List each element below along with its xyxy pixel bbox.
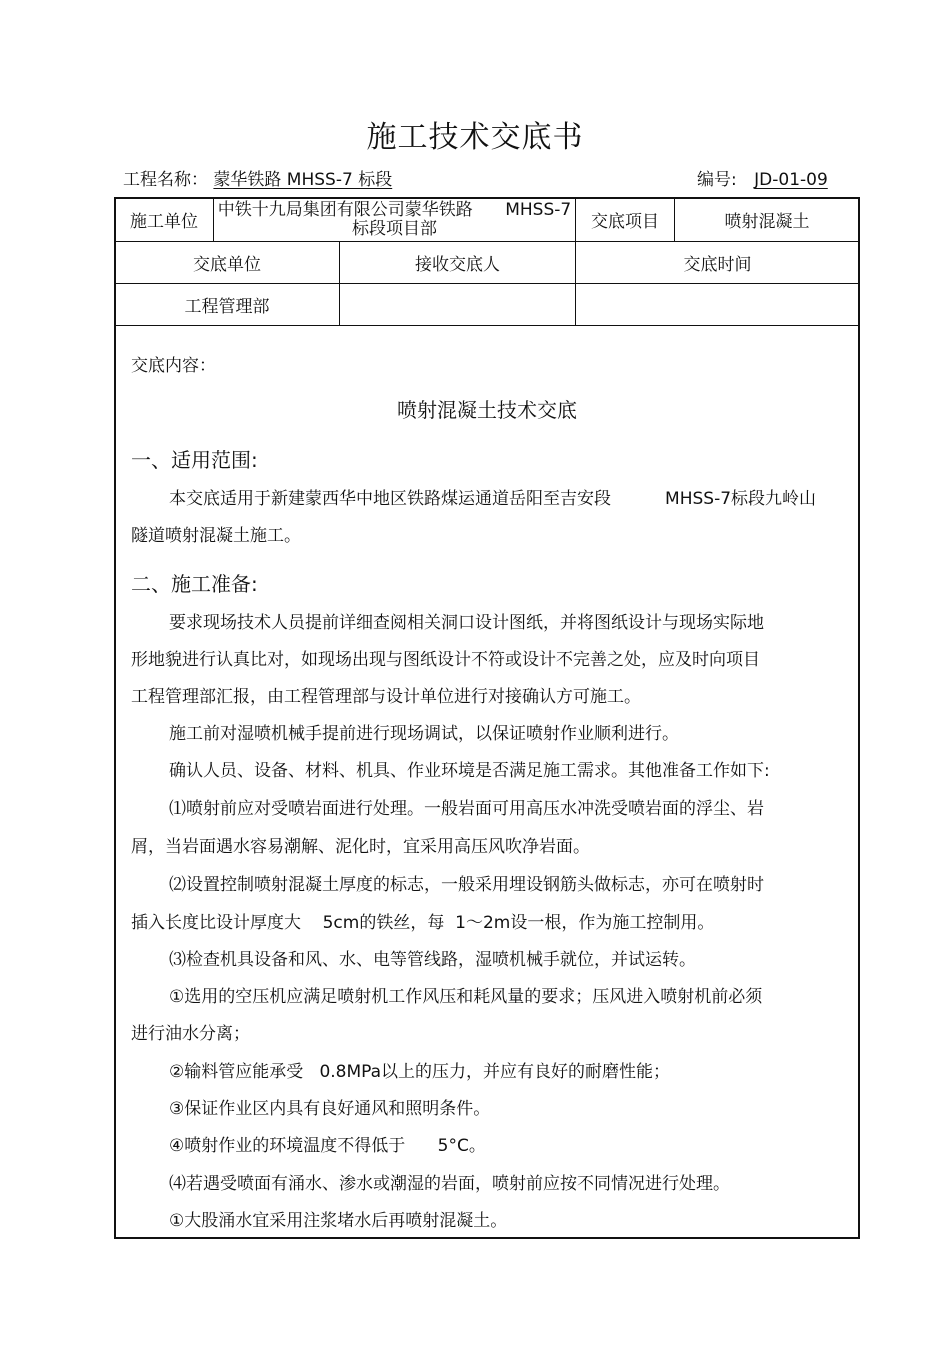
paragraph-line: 形地貌进行认真比对，如现场出现与图纸设计不符或设计不完善之处，应及时向项目 xyxy=(131,650,760,670)
construction-unit-label: 施工单位 xyxy=(130,212,198,232)
project-label: 工程名称： xyxy=(123,170,208,190)
disclosure-item-value: 喷射混凝土 xyxy=(724,212,810,232)
section-heading-scope: 一、适用范围: xyxy=(131,448,258,472)
paragraph-line: ⑵设置控制喷射混凝土厚度的标志，一般采用埋设钢筋头做标志，亦可在喷射时 xyxy=(169,875,764,895)
paragraph-scope-line2: 隧道喷射混凝土施工。 xyxy=(131,526,301,546)
disclosure-unit-header: 交底单位 xyxy=(193,255,261,275)
receiver-value xyxy=(340,284,575,325)
paragraph-line: ②输料管应能承受 0.8MPa以上的压力，并应有良好的耐磨性能； xyxy=(169,1062,671,1082)
document-title: 施工技术交底书 xyxy=(366,120,584,155)
paragraph-line: ④喷射作业的环境温度不得低于 5°C。 xyxy=(169,1136,486,1156)
construction-unit-value xyxy=(214,198,575,241)
paragraph-line: ①大股涌水宜采用注浆堵水后再喷射混凝土。 xyxy=(169,1211,508,1231)
construction-unit-value-line1: 中铁十九局集团有限公司蒙华铁路 MHSS-7 xyxy=(217,199,572,220)
paragraph-line: 要求现场技术人员提前详细查阅相关洞口设计图纸，并将图纸设计与现场实际地 xyxy=(169,613,764,633)
paragraph-line: ①选用的空压机应满足喷射机工作风压和耗风量的要求；压风进入喷射机前必须 xyxy=(169,987,763,1007)
paragraph-line: ⑶检查机具设备和风、水、电等管线路，湿喷机械手就位，并试运转。 xyxy=(169,950,696,970)
project-name-line xyxy=(123,165,392,190)
disclosure-item-label: 交底项目 xyxy=(591,212,659,232)
construction-unit-value-line2: 标段项目部 xyxy=(352,218,437,239)
paragraph-line: 屑，当岩面遇水容易潮解、泥化时，宜采用高压风吹净岩面。 xyxy=(131,837,590,857)
number-label: 编号: xyxy=(697,170,737,190)
document-number-line xyxy=(697,165,828,190)
disclosure-time-header: 交底时间 xyxy=(683,255,752,275)
paragraph-line: ③保证作业区内具有良好通风和照明条件。 xyxy=(169,1099,491,1119)
project-value: 蒙华铁路 MHSS-7 标段 xyxy=(213,170,393,190)
paragraph-line: 确认人员、设备、材料、机具、作业环境是否满足施工需求。其他准备工作如下: xyxy=(169,761,770,781)
content-label: 交底内容： xyxy=(131,356,216,376)
paragraph-scope-line1: 本交底适用于新建蒙西华中地区铁路煤运通道岳阳至吉安段 MHSS-7标段九岭山 xyxy=(169,489,817,509)
paragraph-line: 工程管理部汇报，由工程管理部与设计单位进行对接确认方可施工。 xyxy=(131,687,641,707)
disclosure-time-value xyxy=(576,284,859,325)
number-value: JD-01-09 xyxy=(754,170,828,190)
paragraph-line: ⑷若遇受喷面有涌水、渗水或潮湿的岩面，喷射前应按不同情况进行处理。 xyxy=(169,1174,730,1194)
section-heading-preparation: 二、施工准备: xyxy=(131,572,258,596)
content-subtitle: 喷射混凝土技术交底 xyxy=(397,398,577,422)
table-divider xyxy=(115,325,859,326)
paragraph-line: ⑴喷射前应对受喷岩面进行处理。一般岩面可用高压水冲洗受喷岩面的浮尘、岩 xyxy=(169,799,764,819)
disclosure-unit-value: 工程管理部 xyxy=(184,297,270,317)
paragraph-line: 施工前对湿喷机械手提前进行现场调试，以保证喷射作业顺利进行。 xyxy=(169,724,679,744)
receiver-header: 接收交底人 xyxy=(415,255,500,275)
paragraph-line: 插入长度比设计厚度大 5cm的铁丝，每 1～2m设一根，作为施工控制用。 xyxy=(131,913,715,933)
paragraph-line: 进行油水分离； xyxy=(131,1024,250,1044)
